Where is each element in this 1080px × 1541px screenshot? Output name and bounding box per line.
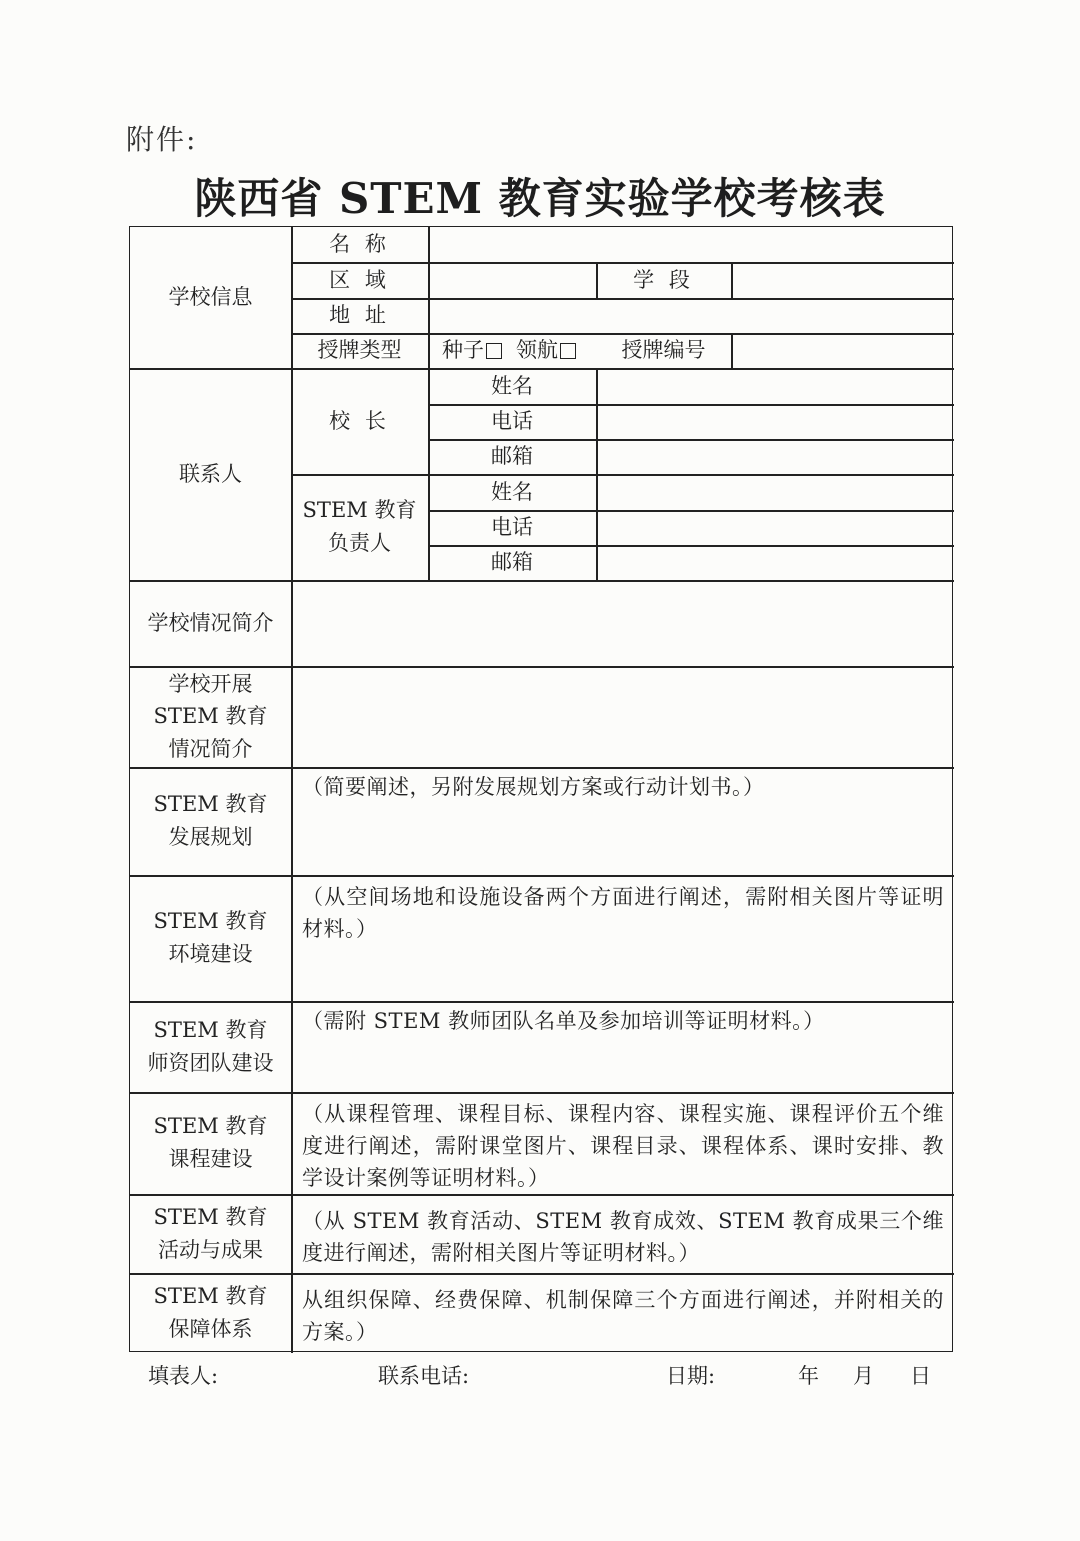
month-label: 月 bbox=[853, 1364, 874, 1388]
plaque-seed-checkbox[interactable] bbox=[486, 343, 502, 359]
activities-note: （从 STEM 教育活动、STEM 教育成效、STEM 教育成果三个维度进行阐述，需附相关图片等证明材料。） bbox=[302, 1209, 944, 1265]
teacher-team-label bbox=[130, 1001, 291, 1092]
curriculum-label-line2: 课程建设 bbox=[168, 1147, 253, 1171]
development-plan-label-line1: STEM 教育 bbox=[153, 792, 268, 817]
teacher-team-label-line1: STEM 教育 bbox=[153, 1017, 268, 1042]
assessment-form-table bbox=[129, 226, 953, 1352]
support-system-note: 从组织保障、经费保障、机制保障三个方面进行阐述，并附相关的方案。） bbox=[302, 1288, 944, 1344]
date-label: 日期: bbox=[666, 1364, 716, 1388]
plaque-lead-checkbox[interactable] bbox=[560, 343, 576, 359]
stage-field[interactable] bbox=[731, 262, 954, 298]
principal-email-label: 邮箱 bbox=[491, 444, 533, 469]
contacts-header: 联系人 bbox=[179, 461, 242, 486]
principal-phone-field[interactable] bbox=[596, 404, 954, 439]
stage-label: 学 段 bbox=[633, 267, 694, 292]
teacher-team-label-line2: 师资团队建设 bbox=[147, 1050, 274, 1075]
day-label: 日 bbox=[910, 1364, 931, 1388]
plaque-lead-label: 领航 bbox=[516, 338, 558, 363]
stem-overview-field[interactable] bbox=[291, 666, 954, 767]
principal-phone-label: 电话 bbox=[491, 409, 533, 434]
stem-lead-label-line2: 负责人 bbox=[328, 531, 391, 555]
stem-lead-phone-field[interactable] bbox=[596, 510, 954, 545]
stem-overview-label-line2: STEM 教育 bbox=[153, 704, 268, 729]
principal-name-field[interactable] bbox=[596, 368, 954, 404]
plaque-type-label: 授牌类型 bbox=[317, 338, 402, 363]
stem-lead-phone-label: 电话 bbox=[491, 515, 533, 540]
stem-lead-email-label: 邮箱 bbox=[491, 550, 533, 575]
stem-lead-name-label: 姓名 bbox=[491, 479, 533, 504]
activities-label-line1: STEM 教育 bbox=[153, 1204, 268, 1229]
plaque-seed-label: 种子 bbox=[442, 338, 484, 363]
school-info-header: 学校信息 bbox=[168, 285, 253, 310]
environment-note: （从空间场地和设施设备两个方面进行阐述，需附相关图片等证明材料。） bbox=[302, 885, 944, 941]
principal-label: 校 长 bbox=[329, 408, 390, 433]
principal-email-field[interactable] bbox=[596, 439, 954, 474]
activities-label-line2: 活动与成果 bbox=[158, 1237, 263, 1262]
teacher-team-note: （需附 STEM 教师团队名单及参加培训等证明材料。） bbox=[302, 1009, 825, 1033]
curriculum-label-line1: STEM 教育 bbox=[153, 1114, 268, 1139]
stem-lead-name-field[interactable] bbox=[596, 474, 954, 510]
address-field[interactable] bbox=[428, 298, 954, 333]
stem-lead-email-field[interactable] bbox=[596, 545, 954, 580]
stem-overview-label bbox=[130, 666, 291, 767]
activities-label bbox=[130, 1194, 291, 1273]
support-system-label-line2: 保障体系 bbox=[168, 1317, 253, 1341]
curriculum-label bbox=[130, 1092, 291, 1194]
plaque-type-options bbox=[428, 333, 596, 368]
development-plan-label-line2: 发展规划 bbox=[168, 825, 253, 849]
school-name-field[interactable] bbox=[428, 227, 954, 262]
support-system-label bbox=[130, 1273, 291, 1353]
stem-overview-label-line3: 情况简介 bbox=[168, 736, 253, 761]
contact-phone-label: 联系电话: bbox=[378, 1364, 470, 1388]
principal-name-label: 姓名 bbox=[491, 373, 533, 398]
support-system-label-line1: STEM 教育 bbox=[153, 1284, 268, 1309]
year-label: 年 bbox=[798, 1364, 819, 1388]
address-label: 地 址 bbox=[329, 303, 390, 328]
region-label: 区 域 bbox=[329, 267, 390, 292]
environment-label-line1: STEM 教育 bbox=[153, 909, 268, 934]
name-label: 名 称 bbox=[329, 232, 390, 257]
development-plan-label bbox=[130, 767, 291, 875]
attachment-label: 附件: bbox=[126, 123, 198, 156]
stem-overview-label-line1: 学校开展 bbox=[168, 671, 253, 696]
stem-lead-label bbox=[291, 474, 428, 580]
environment-label-line2: 环境建设 bbox=[168, 942, 253, 966]
school-overview-label: 学校情况简介 bbox=[147, 610, 274, 635]
region-field[interactable] bbox=[428, 262, 596, 298]
stem-lead-label-line1: STEM 教育 bbox=[302, 498, 417, 523]
curriculum-note: （从课程管理、课程目标、课程内容、课程实施、课程评价五个维度进行阐述，需附课堂图片、课程目录、课程体系、课时安排、教学设计案例等证明材料。） bbox=[302, 1102, 944, 1190]
development-plan-note: （简要阐述，另附发展规划方案或行动计划书。） bbox=[302, 775, 765, 799]
school-overview-field[interactable] bbox=[291, 580, 954, 666]
filler-label: 填表人: bbox=[148, 1364, 219, 1388]
plaque-number-label: 授牌编号 bbox=[621, 338, 706, 363]
plaque-number-field[interactable] bbox=[731, 333, 954, 368]
environment-label bbox=[130, 875, 291, 1001]
form-title: 陕西省 STEM 教育实验学校考核表 bbox=[194, 174, 886, 223]
